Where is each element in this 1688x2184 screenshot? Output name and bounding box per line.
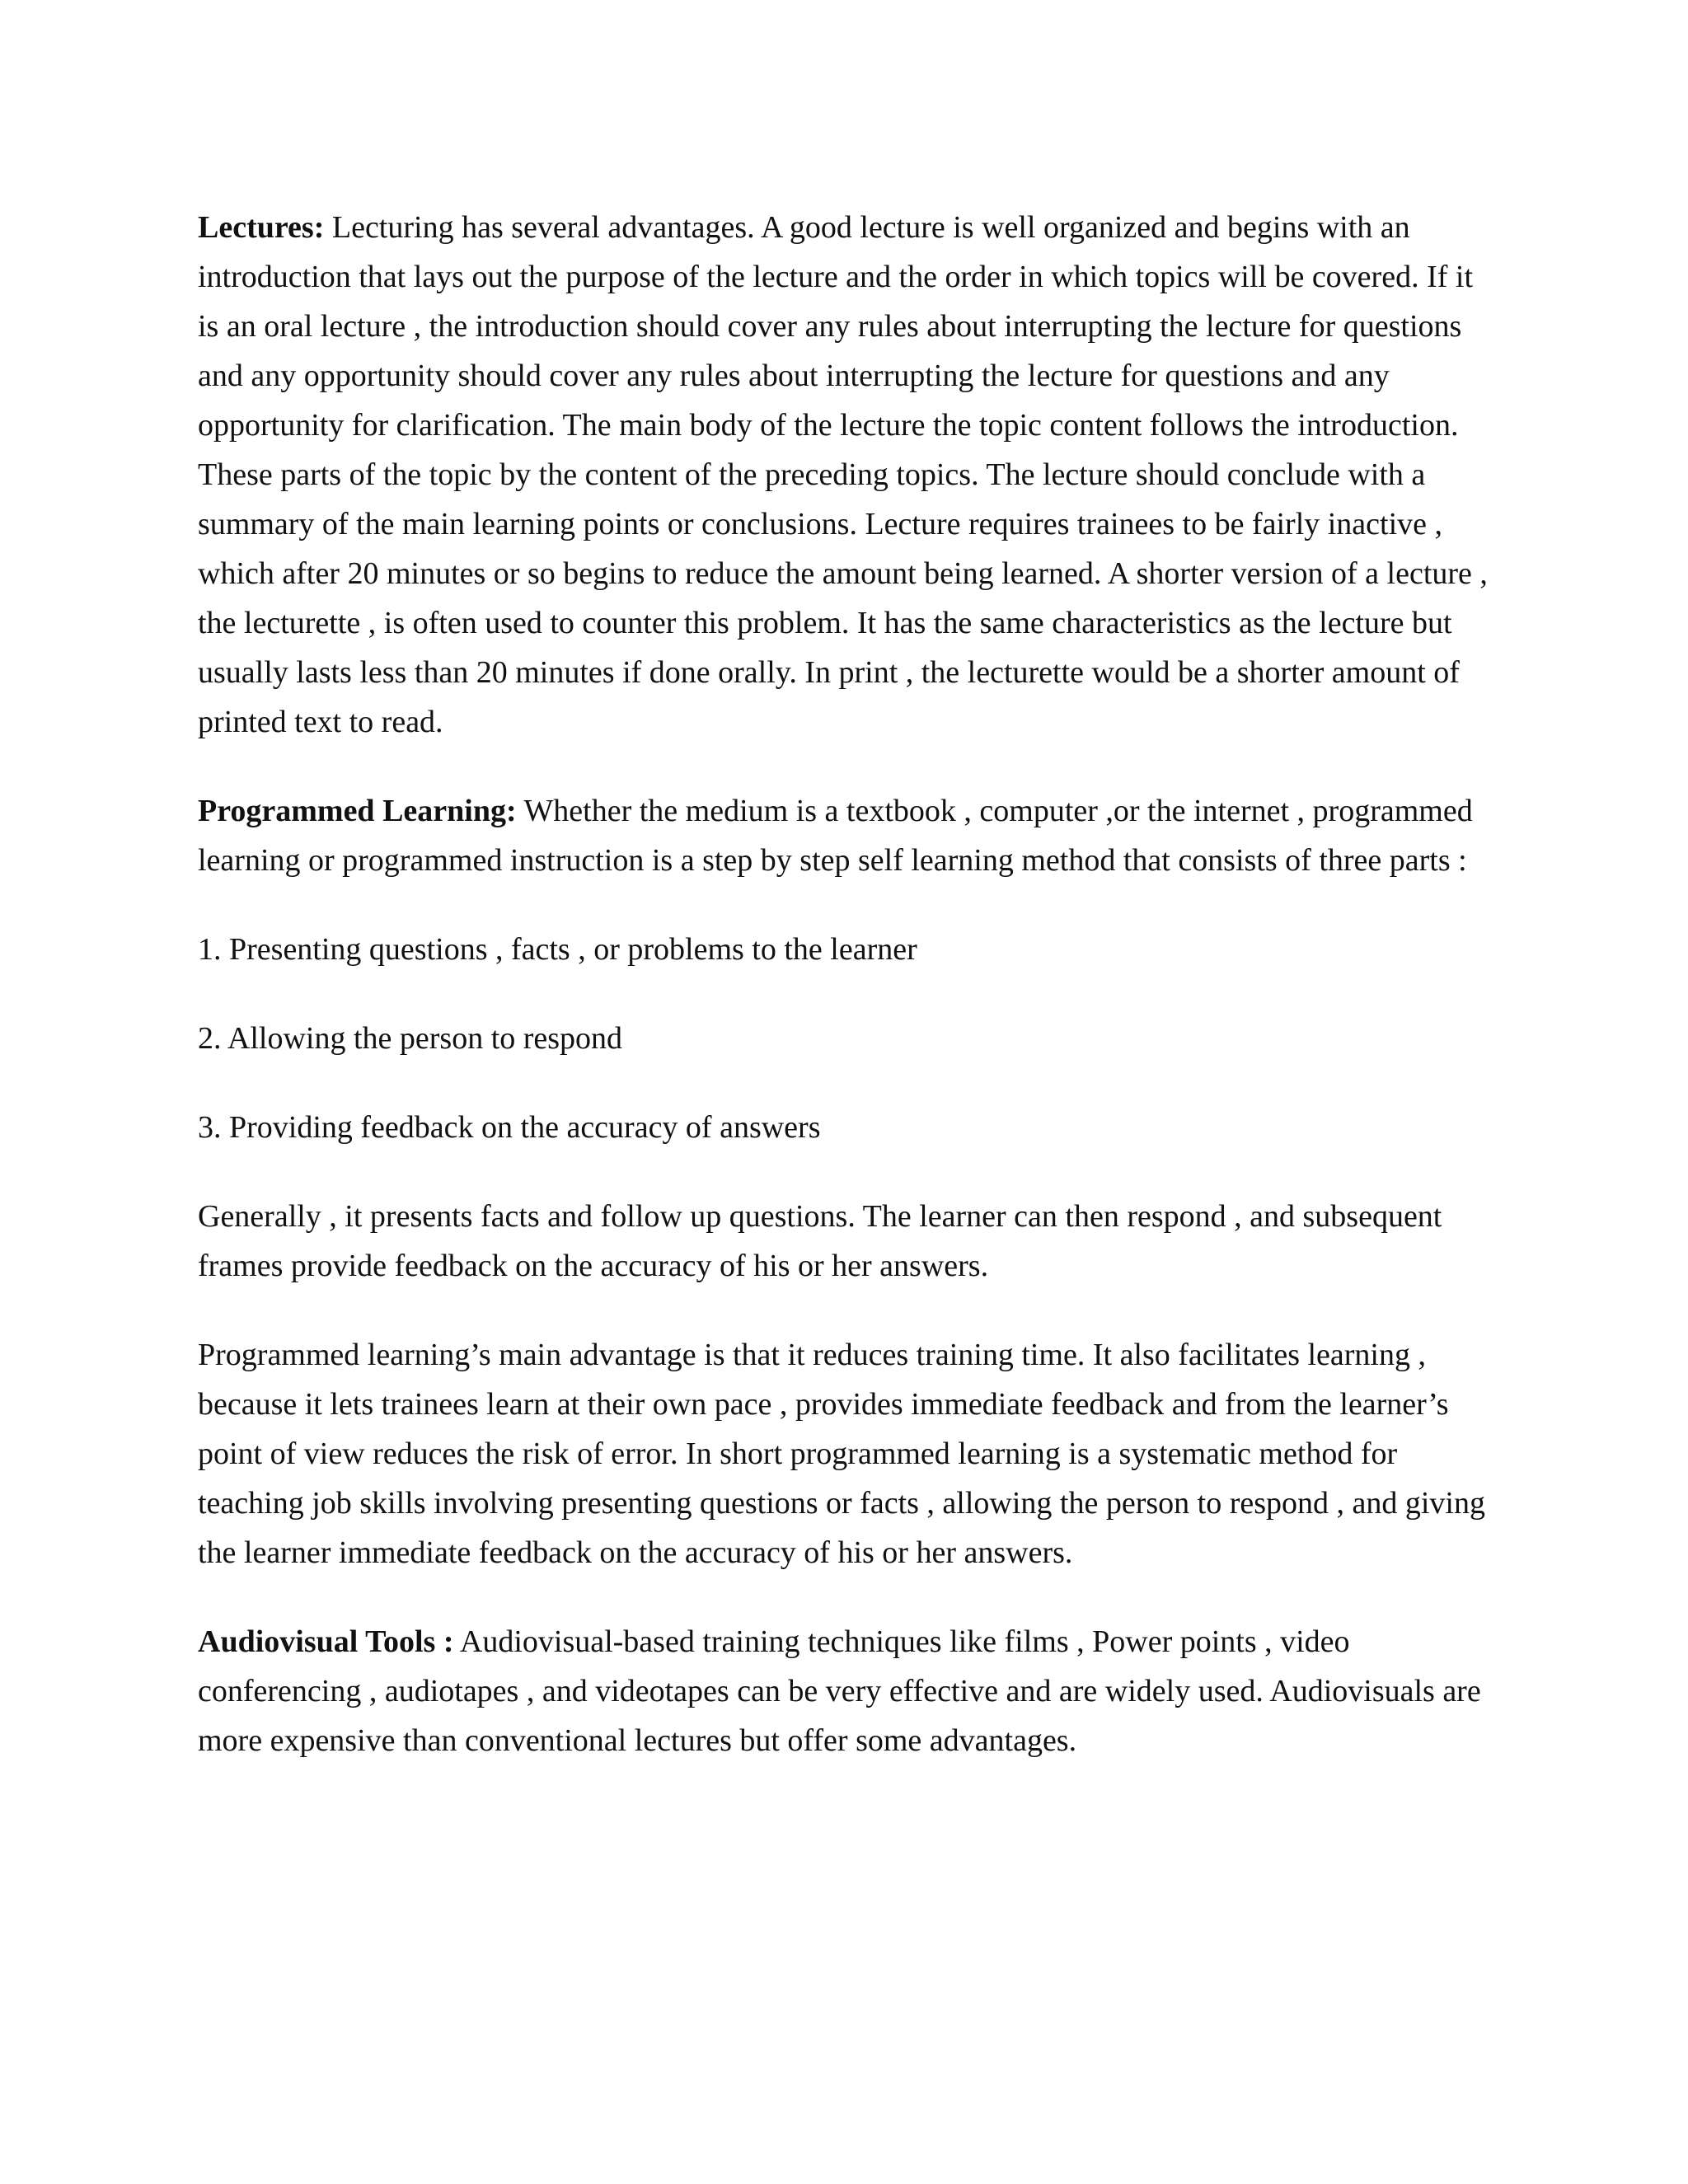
advantage-paragraph: Programmed learning’s main advantage is that it reduces training time. It also facilitates learning , because it lets trainees learn at their own pace , provides immediate feedback and from the learner’s point of view reduces the risk of error. In short programmed learning is a systematic method for teaching job skills involving presenting questions or facts , allowing the person to respond , and giving the learner immediate feedback on the accuracy of his or her answers.	[198, 1338, 1485, 1570]
lectures-paragraph	[198, 203, 1490, 747]
list-item-2: 2. Allowing the person to respond	[198, 1021, 623, 1056]
lectures-text: Lecturing has several advantages. A good lecture is well organized and begins with an introduction that lays out the purpose of the lecture and the order in which topics will be covered. If it is an oral lecture , the introduction should cover any rules about interrupting the lecture for questions and any opportunity should cover any rules about interrupting the lecture for questions and any opportunity for clarification. The main body of the lecture the topic content follows the introduction. These parts of the topic by the content of the preceding topics. The lecture should conclude with a summary of the main learning points or conclusions. Lecture requires trainees to be fairly inactive , which after 20 minutes or so begins to reduce the amount being learned. A shorter version of a lecture , the lecturette , is often used to counter this problem. It has the same characteristics as the lecture but usually lasts less than 20 minutes if done orally. In print , the lecturette would be a shorter amount of printed text to read.	[198, 210, 1488, 739]
list-item-1: 1. Presenting questions , facts , or problems to the learner	[198, 932, 917, 967]
programmed-learning-text: Whether the medium is a textbook , computer ,or the internet , programmed learning or programmed instruction is a step by step self learning method that consists of three parts :	[198, 794, 1473, 878]
programmed-learning-paragraph	[198, 786, 1490, 885]
document-page	[198, 203, 1490, 1805]
list-item-3: 3. Providing feedback on the accuracy of answers	[198, 1110, 821, 1145]
lectures-heading: Lectures:	[198, 210, 325, 245]
audiovisual-text: Audiovisual-based training techniques like films , Power points , video conferencing , audiotapes , and videotapes can be very effective and are widely used. Audiovisuals are more expensive than conventional lectures but offer some advantages.	[198, 1624, 1481, 1758]
generally-paragraph: Generally , it presents facts and follow up questions. The learner can then respond , and subsequent frames provide feedback on the accuracy of his or her answers.	[198, 1199, 1442, 1283]
programmed-learning-heading: Programmed Learning:	[198, 794, 517, 828]
audiovisual-heading: Audiovisual Tools :	[198, 1624, 454, 1659]
audiovisual-paragraph	[198, 1617, 1490, 1765]
